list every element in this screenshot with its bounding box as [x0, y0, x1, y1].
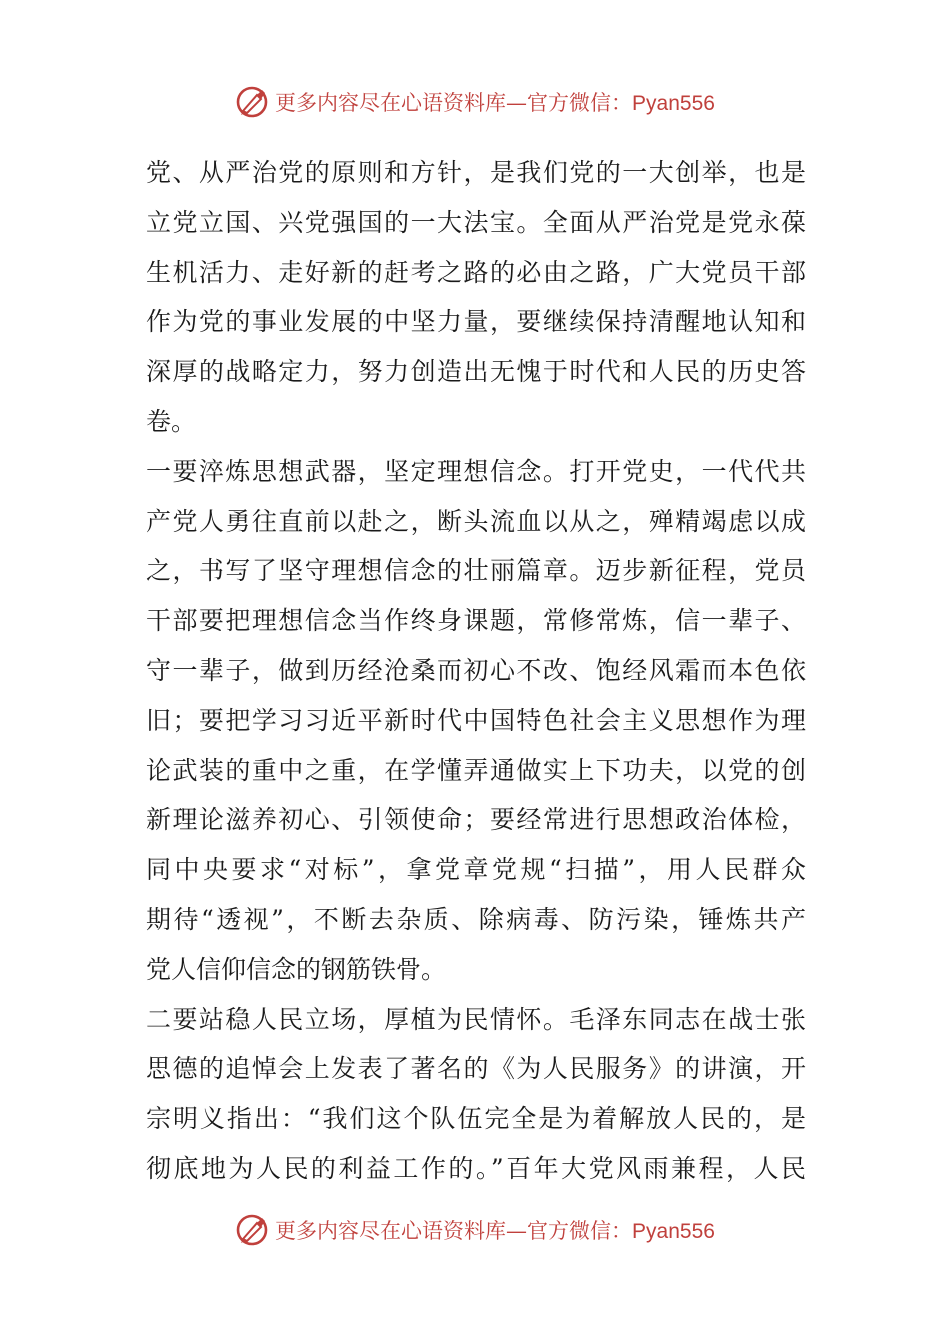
body-line: 产党人勇往直前以赴之，断头流血以从之，殚精竭虑以成 — [146, 506, 806, 536]
body-line: 期待“透视”，不断去杂质、除病毒、防污染，锤炼共产 — [146, 904, 806, 934]
body-line: 思德的追悼会上发表了著名的《为人民服务》的讲演，开 — [146, 1054, 806, 1084]
pen-nib-circle-logo-icon — [235, 1213, 269, 1247]
wechat-id: Pyan556 — [632, 92, 715, 115]
brand-text: 更多内容尽在心语资料库 — [275, 1219, 507, 1243]
dash: — — [506, 91, 528, 115]
body-line: 二要站稳人民立场，厚植为民情怀。毛泽东同志在战士张 — [146, 1004, 806, 1034]
body-line: 干部要把理想信念当作终身课题，常修常炼，信一辈子、 — [146, 606, 806, 636]
dash: — — [506, 1219, 528, 1243]
footer-banner — [0, 1210, 950, 1250]
body-line: 同中央要求“对标”，拿党章党规“扫描”，用人民群众 — [146, 855, 806, 885]
body-line: 卷。 — [146, 406, 197, 436]
body-line: 守一辈子，做到历经沧桑而初心不改、饱经风霜而本色依 — [146, 655, 806, 685]
wechat-label: 官方微信： — [527, 91, 633, 115]
body-line: 新理论滋养初心、引领使命；要经常进行思想政治体检， — [146, 805, 806, 835]
body-line: 党人信仰信念的钢筋铁骨。 — [146, 954, 447, 984]
body-line: 生机活力、走好新的赶考之路的必由之路，广大党员干部 — [146, 257, 806, 287]
body-line: 论武装的重中之重，在学懂弄通做实上下功夫，以党的创 — [146, 755, 806, 785]
wechat-id: Pyan556 — [632, 1220, 715, 1243]
header-banner-text — [275, 87, 715, 117]
body-line: 彻底地为人民的利益工作的。”百年大党风雨兼程，人民 — [146, 1153, 806, 1183]
brand-text: 更多内容尽在心语资料库 — [275, 91, 507, 115]
footer-banner-text — [275, 1215, 715, 1245]
body-line: 深厚的战略定力，努力创造出无愧于时代和人民的历史答 — [146, 357, 806, 387]
header-banner — [0, 82, 950, 122]
pen-nib-circle-logo-icon — [235, 85, 269, 119]
document-body — [146, 148, 806, 1194]
wechat-label: 官方微信： — [527, 1219, 633, 1243]
body-line: 一要淬炼思想武器，坚定理想信念。打开党史，一代代共 — [146, 456, 806, 486]
body-line: 宗明义指出：“我们这个队伍完全是为着解放人民的，是 — [146, 1104, 806, 1134]
body-line: 之，书写了坚守理想信念的壮丽篇章。迈步新征程，党员 — [146, 556, 806, 586]
body-line: 旧；要把学习习近平新时代中国特色社会主义思想作为理 — [146, 705, 806, 735]
body-line: 作为党的事业发展的中坚力量，要继续保持清醒地认知和 — [146, 307, 806, 337]
body-line: 立党立国、兴党强国的一大法宝。全面从严治党是党永葆 — [146, 207, 806, 237]
body-line: 党、从严治党的原则和方针，是我们党的一大创举，也是 — [146, 158, 806, 187]
